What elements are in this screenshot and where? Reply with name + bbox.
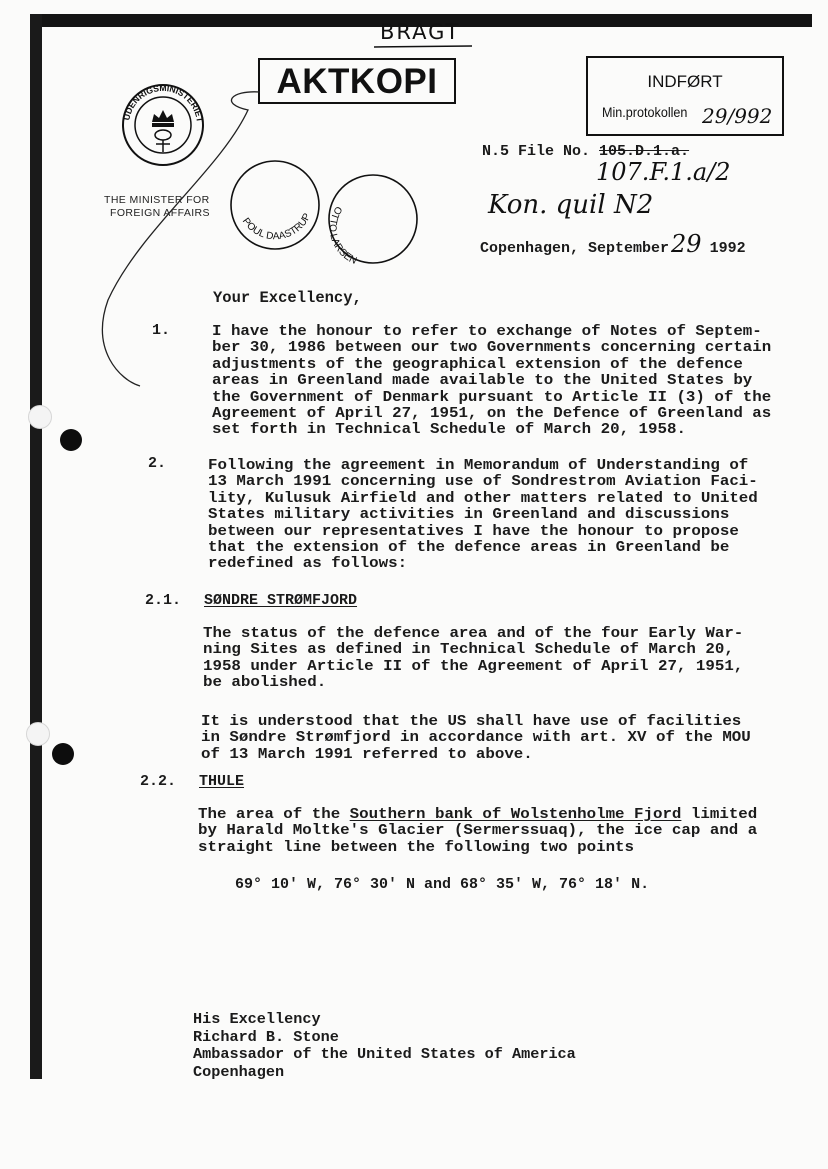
paragraph-line-1 xyxy=(198,806,757,822)
minister-caption-line-2: FOREIGN AFFAIRS xyxy=(110,207,210,219)
place-date-prefix: Copenhagen, September xyxy=(480,240,670,257)
crest-ring-text: UDENRIGSMINISTERIET xyxy=(121,82,205,123)
larsen-name: OTTO LARSEN xyxy=(326,204,359,266)
section-1-text xyxy=(212,323,771,438)
indfort-title: INDFØRT xyxy=(647,72,723,91)
addressee-block xyxy=(193,1011,576,1081)
protokol-entry: 29/992 xyxy=(702,104,773,128)
section-1-number: 1. xyxy=(152,322,171,339)
subsection-2-2-number: 2.2. xyxy=(140,773,177,790)
addressee-line: Ambassador of the United States of America xyxy=(193,1045,576,1063)
date-day: 29 xyxy=(671,230,702,258)
addressee-line: His Excellency xyxy=(193,1010,321,1028)
subsection-2-1-heading: SØNDRE STRØMFJORD xyxy=(204,592,358,609)
paragraph-line: States military activities in Greenland and discussions xyxy=(208,505,730,524)
initial-stamp-daastrup xyxy=(228,158,322,252)
file-label: N.5 File No. xyxy=(482,143,591,160)
bragt-underline xyxy=(372,44,476,50)
paragraph-line: by Harald Moltke's Glacier (Sermerssuaq), the ice cap and a xyxy=(198,821,758,840)
subsection-2-1-para-1 xyxy=(203,625,743,691)
addressee-line: Richard B. Stone xyxy=(193,1027,339,1046)
paragraph-line: ning Sites as defined in Technical Schedule of March 20, xyxy=(203,640,734,659)
paragraph-line: 1958 under Article II of the Agreement of April 27, 1951, xyxy=(203,656,744,675)
paragraph-line: lity, Kulusuk Airfield and other matters related to United xyxy=(208,488,758,507)
text-span: The area of the xyxy=(198,805,350,823)
paragraph-line: 13 March 1991 concerning use of Sondrestrom Aviation Faci- xyxy=(208,472,758,491)
addressee-line: Copenhagen xyxy=(193,1062,285,1081)
paragraph-line: be abolished. xyxy=(203,673,327,692)
initial-stamp-larsen xyxy=(326,172,420,266)
subsection-2-1-para-2 xyxy=(201,713,751,762)
indfort-stamp xyxy=(586,56,784,136)
salutation: Your Excellency, xyxy=(213,289,362,307)
paragraph-line: Following the agreement in Memorandum of Understanding of xyxy=(208,456,749,474)
aktkopi-stamp xyxy=(258,58,456,104)
paragraph-line: ber 30, 1986 between our two Governments concerning certain xyxy=(212,338,772,357)
paragraph-line: redefined as follows: xyxy=(208,554,408,573)
paragraph-line: I have the honour to refer to exchange of Notes of Septem- xyxy=(212,322,762,340)
minister-caption-line-1: THE MINISTER FOR xyxy=(104,194,210,206)
paragraph-line: in Søndre Strømfjord in accordance with art. XV of the MOU xyxy=(201,728,751,747)
handwritten-bragt: BRAGT xyxy=(380,20,461,44)
paragraph-line: adjustments of the geographical extension of the defence xyxy=(212,354,743,373)
paragraph-line: areas in Greenland made available to the United States by xyxy=(212,371,753,390)
paragraph-line: the Government of Denmark pursuant to Article II (3) of the xyxy=(212,387,772,406)
file-handwritten-number: 107.F.1.a/2 xyxy=(596,158,731,186)
paragraph-line: between our representatives I have the honour to propose xyxy=(208,521,739,540)
paragraph-line: straight line between the following two points xyxy=(198,837,635,856)
paragraph-line: The status of the defence area and of the four Early War- xyxy=(203,624,744,642)
subsection-2-1-number: 2.1. xyxy=(145,592,182,609)
paragraph-line: set forth in Technical Schedule of March 20, 1958. xyxy=(212,420,686,439)
protokol-label: Min.protokollen xyxy=(602,104,688,120)
punch-hole xyxy=(52,743,74,765)
svg-text:POUL DAASTRUP xyxy=(240,211,313,242)
subsection-2-2-heading: THULE xyxy=(199,773,245,790)
section-2-number: 2. xyxy=(148,455,167,472)
file-struck-number: 105.D.1.a. xyxy=(599,143,690,160)
date-year: 1992 xyxy=(709,240,746,257)
coordinates: 69° 10′ W, 76° 30′ N and 68° 35′ W, 76° 18′ N. xyxy=(235,876,650,893)
subsection-2-2-text xyxy=(198,806,757,855)
aktkopi-text: AKTKOPI xyxy=(276,62,438,101)
scan-left-border xyxy=(30,14,42,1079)
section-2-text xyxy=(208,457,758,572)
punch-hole-ghost xyxy=(28,405,52,429)
paragraph-line: of 13 March 1991 referred to above. xyxy=(201,744,533,763)
paragraph-line: Agreement of April 27, 1951, on the Defence of Greenland as xyxy=(212,404,772,423)
underlined-place: Southern bank of Wolstenholme Fjord xyxy=(349,805,682,823)
svg-text:OTTO LARSEN xyxy=(327,204,359,266)
handwritten-note: Kon. quil N2 xyxy=(488,190,654,220)
punch-hole-ghost xyxy=(26,722,50,746)
text-span: limited xyxy=(681,805,758,823)
punch-hole xyxy=(60,429,82,451)
place-date xyxy=(480,230,746,258)
paragraph-line: It is understood that the US shall have use of facilities xyxy=(201,712,742,730)
paragraph-line: that the extension of the defence areas in Greenland be xyxy=(208,538,730,557)
daastrup-name: POUL DAASTRUP xyxy=(239,211,314,243)
